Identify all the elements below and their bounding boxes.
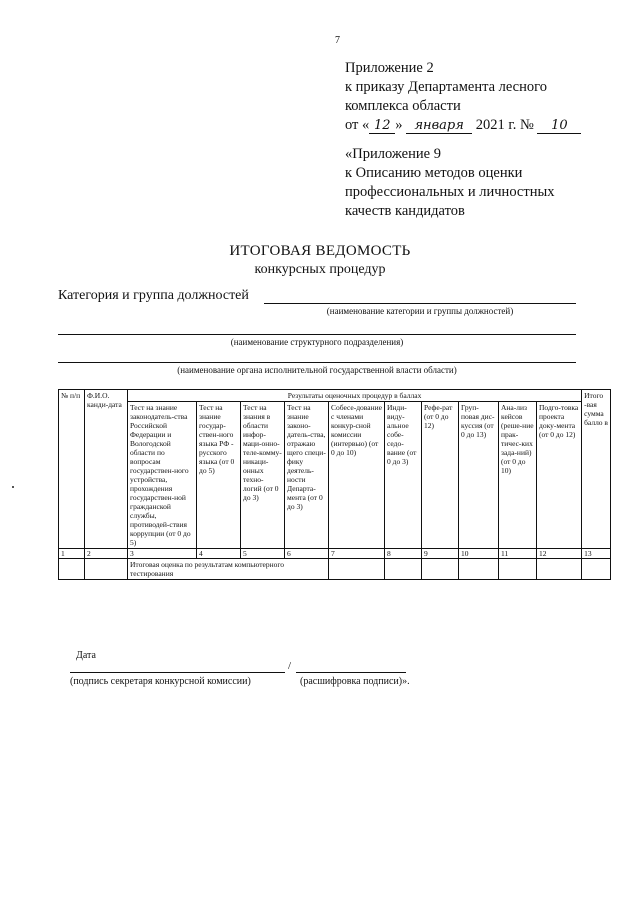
column-number: 9	[422, 549, 459, 559]
header-total: Итого -вая сумма балло в	[582, 390, 611, 549]
column-number: 5	[241, 549, 285, 559]
column-number: 4	[197, 549, 241, 559]
caption-department: (наименование структурного подразделения)	[230, 337, 404, 347]
decryption-caption: (расшифровка подписи)».	[300, 676, 410, 687]
caption-category: (наименование категории и группы должностей)	[326, 306, 514, 316]
year-text: 2021 г. №	[475, 117, 534, 133]
empty-cell	[459, 559, 499, 580]
subheader-cell: Тест на знание законо-датель-ства, отражаю щего специ-фику деятель-ности Департа-мента (от 0 до 3)	[285, 402, 329, 549]
page-number: 7	[335, 35, 340, 46]
appendix-2-line1: Приложение 2	[345, 60, 434, 76]
column-number: 8	[385, 549, 422, 559]
header-number: № п/п	[59, 390, 85, 549]
appendix-9-line4: качеств кандидатов	[345, 203, 465, 219]
column-number: 13	[582, 549, 611, 559]
organ-fill-line	[58, 362, 576, 363]
column-number: 1	[59, 549, 85, 559]
signature-slash: /	[288, 660, 292, 672]
appendix-2-block	[345, 59, 581, 135]
header-fio: Ф.И.О. канди-дата	[85, 390, 128, 549]
caption-organ: (наименование органа исполнительной государственной власти области)	[177, 365, 457, 375]
subheader-cell: Собесе-дование с членами конкур-сной комиссии (интервью) (от 0 до 10)	[329, 402, 385, 549]
subheader-cell: Тест на знание законодатель-ства Российской Федерации и Вологодской области по вопросам государствен-ного устройства, прохождения государствен-ной гражданской службы, противодей-ствия коррупции (от 0 до 5)	[128, 402, 197, 549]
empty-cell	[85, 559, 128, 580]
category-label: Категория и группа должностей	[58, 288, 249, 303]
date-mid: »	[395, 117, 403, 133]
subheader-cell: Ана-лиз кейсов (реше-ние прак-тичес-ких зада-ний) (от 0 до 10)	[499, 402, 537, 549]
table-final-row	[59, 559, 611, 580]
column-number: 12	[537, 549, 582, 559]
decryption-line	[296, 672, 406, 673]
empty-cell	[385, 559, 422, 580]
appendix-9-line1: «Приложение 9	[345, 146, 441, 162]
appendix-2-date-line	[345, 116, 581, 135]
results-table	[58, 389, 611, 580]
empty-cell	[59, 559, 85, 580]
subheader-cell: Тест на знание государ-ствен-ного языка РФ - русского языка (от 0 до 5)	[197, 402, 241, 549]
subheader-cell: Тест на знания в области инфор-маци-онно-теле-комму-никаци-онных техно-логий (от 0 до 3)	[241, 402, 285, 549]
subheader-cell: Подго-товка проекта доку-мента (от 0 до 12)	[537, 402, 582, 549]
header-results: Результаты оценочных процедур в баллах	[128, 390, 582, 402]
appendix-9-line3: профессиональных и личностных	[345, 184, 555, 200]
handwritten-month: января	[406, 119, 472, 134]
appendix-9-line2: к Описанию методов оценки	[345, 165, 523, 181]
document-subtitle: конкурсных процедур	[254, 262, 386, 277]
empty-cell	[329, 559, 385, 580]
subheader-cell: Рефе-рат (от 0 до 12)	[422, 402, 459, 549]
table-subheader-row	[59, 402, 611, 549]
category-fill-line	[264, 303, 576, 304]
handwritten-number: 10	[537, 119, 581, 134]
column-number: 10	[459, 549, 499, 559]
signature-line	[70, 672, 285, 673]
empty-cell	[499, 559, 537, 580]
appendix-2-line3: комплекса области	[345, 98, 461, 114]
document-title: ИТОГОВАЯ ВЕДОМОСТЬ	[229, 243, 411, 259]
column-number: 7	[329, 549, 385, 559]
appendix-2-line2: к приказу Департамента лесного	[345, 79, 547, 95]
subheader-cell: Груп-повая дис-куссия (от 0 до 13)	[459, 402, 499, 549]
scan-speck	[12, 486, 14, 488]
appendix-9-block	[345, 145, 554, 221]
date-label: Дата	[76, 650, 96, 661]
table-header-row	[59, 390, 611, 402]
final-row-label: Итоговая оценка по результатам компьютерного тестирования	[128, 559, 329, 580]
column-number: 2	[85, 549, 128, 559]
table-number-row	[59, 549, 611, 559]
column-number: 3	[128, 549, 197, 559]
empty-cell	[582, 559, 611, 580]
subheader-cell: Инди-виду-альное собе-седо-вание (от 0 до 3)	[385, 402, 422, 549]
column-number: 11	[499, 549, 537, 559]
empty-cell	[422, 559, 459, 580]
column-number: 6	[285, 549, 329, 559]
empty-cell	[537, 559, 582, 580]
signature-caption: (подпись секретаря конкурсной комиссии)	[70, 676, 251, 687]
handwritten-day: 12	[369, 119, 395, 134]
date-prefix: от «	[345, 117, 370, 133]
department-fill-line	[58, 334, 576, 335]
